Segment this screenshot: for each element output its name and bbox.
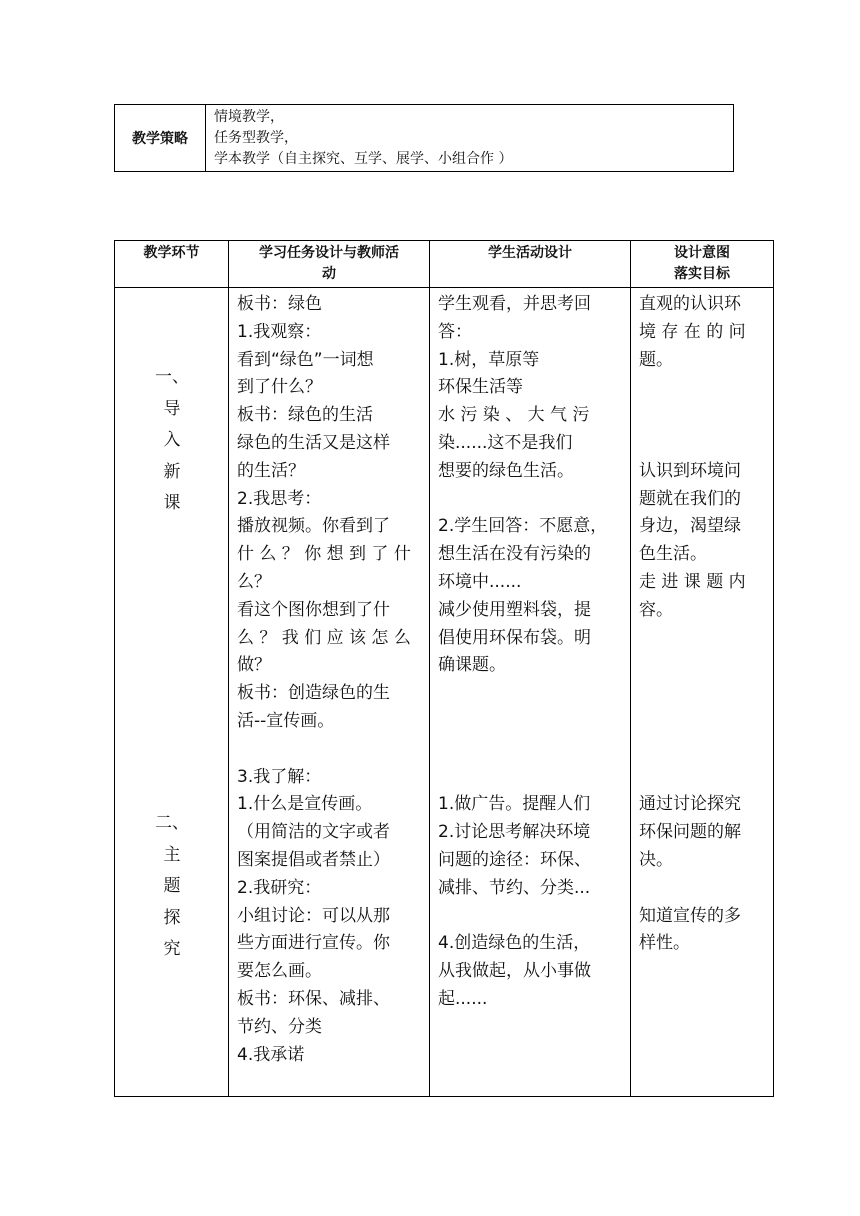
student-line xyxy=(438,486,607,514)
intent-line xyxy=(639,736,746,764)
intent-line: 决。 xyxy=(639,849,673,870)
intent-line xyxy=(639,625,746,653)
teacher-line: 3.我了解： xyxy=(237,766,322,787)
intent-line xyxy=(639,708,746,736)
stage-char: 二、 xyxy=(155,813,189,833)
header-task xyxy=(229,241,429,287)
student-line: 水 污 染 、 大 气 污 xyxy=(438,405,590,426)
column-divider xyxy=(630,241,631,1096)
student-line: 问题的途径：环保、 xyxy=(438,849,591,870)
strategy-line: 学本教学（自主探究、互学、展学、小组合作 ） xyxy=(214,151,513,167)
header-intent xyxy=(631,241,773,287)
intent-line xyxy=(639,430,746,458)
intent-line xyxy=(639,402,746,430)
teacher-line: 4.我承诺 xyxy=(237,1044,305,1065)
teacher-line: 做？ xyxy=(237,655,271,676)
student-line: 减少使用塑料袋，提 xyxy=(438,599,591,620)
teacher-line: 板书：绿色的生活 xyxy=(237,405,373,426)
column-divider xyxy=(429,241,430,1096)
strategy-line: 任务型教学， xyxy=(214,130,298,146)
strategy-content xyxy=(206,105,733,171)
teacher-line xyxy=(237,736,411,764)
strategy-label: 教学策略 xyxy=(115,105,206,171)
teacher-line: 板书：绿色 xyxy=(237,294,322,314)
student-line xyxy=(438,903,607,931)
intent-line xyxy=(639,680,746,708)
stage-char: 新 xyxy=(163,461,181,482)
header-stage-text: 教学环节 xyxy=(143,245,200,261)
student-line: 环境中...... xyxy=(438,571,522,592)
stage-char: 究 xyxy=(163,939,181,959)
header-intent-line: 设计意图 xyxy=(674,245,730,261)
student-activity-column xyxy=(438,291,607,1014)
student-line xyxy=(438,736,607,764)
teacher-line: 到了什么？ xyxy=(237,377,322,398)
header-task-line: 学习任务设计与教师活 xyxy=(259,245,399,261)
teacher-line: 么 ？ 我 们 应 该 怎 么 xyxy=(237,627,411,648)
teacher-line: 看到“绿色”一词想 xyxy=(237,349,374,370)
teacher-line: 要怎么画。 xyxy=(237,961,322,982)
teacher-line: 1.我观察： xyxy=(237,321,322,342)
intent-line: 环保问题的解 xyxy=(639,822,741,843)
intent-line xyxy=(639,652,746,680)
stage-explore xyxy=(115,808,229,966)
teacher-line: 的生活？ xyxy=(237,460,305,481)
student-line: 从我做起，从小事做 xyxy=(438,961,591,982)
teacher-activity-column xyxy=(237,291,411,1069)
teacher-line: 2.我研究： xyxy=(237,877,322,898)
teacher-line: 板书：创造绿色的生 xyxy=(237,683,390,704)
intent-line: 题就在我们的 xyxy=(639,488,741,509)
intent-line: 走 进 课 题 内 xyxy=(639,571,746,592)
header-intent-line: 落实目标 xyxy=(674,266,730,282)
header-student xyxy=(430,241,630,287)
teacher-line: 2.我思考： xyxy=(237,488,322,509)
intent-line: 直观的认识环 xyxy=(639,294,741,314)
design-intent-column xyxy=(639,291,746,958)
intent-line: 认识到环境问 xyxy=(639,460,741,481)
student-line: 倡使用环保布袋。明 xyxy=(438,627,591,648)
student-line: 4.创造绿色的生活， xyxy=(438,933,591,954)
intent-line: 题。 xyxy=(639,349,673,370)
intent-line xyxy=(639,374,746,402)
student-line: 2.学生回答：不愿意， xyxy=(438,516,608,537)
student-line: 学生观看，并思考回 xyxy=(438,294,591,314)
student-line xyxy=(438,680,607,708)
lesson-table xyxy=(114,240,774,1097)
intent-line xyxy=(639,875,746,903)
teacher-line: 些方面进行宣传。你 xyxy=(237,933,390,954)
teacher-line: 什 么 ？ 你 想 到 了 什 xyxy=(237,544,411,565)
stage-char: 题 xyxy=(163,876,181,896)
stage-char: 探 xyxy=(163,907,181,928)
teacher-line: 看这个图你想到了什 xyxy=(237,599,390,620)
student-line: 1.树，草原等 xyxy=(438,349,540,370)
student-line: 1.做广告。提醒人们 xyxy=(438,794,591,815)
student-line: 环保生活等 xyxy=(438,377,523,398)
intent-line: 色生活。 xyxy=(639,544,707,565)
stage-char: 一、 xyxy=(155,367,189,387)
stage-char: 导 xyxy=(163,398,181,419)
intent-line xyxy=(639,764,746,792)
student-line: 减排、节约、分类... xyxy=(438,877,591,898)
intent-line: 容。 xyxy=(639,599,673,620)
stage-char: 课 xyxy=(163,493,181,513)
teacher-line: 1.什么是宣传画。 xyxy=(237,794,373,815)
student-line: 起...... xyxy=(438,988,488,1009)
header-stage xyxy=(115,241,228,287)
stage-char: 入 xyxy=(163,430,181,450)
student-line: 想要的绿色生活。 xyxy=(438,460,574,481)
teacher-line: 活--宣传画。 xyxy=(237,710,335,731)
teacher-line: 小组讨论：可以从那 xyxy=(237,905,390,926)
intent-line: 知道宣传的多 xyxy=(639,905,741,926)
student-line xyxy=(438,764,607,792)
student-line: 想生活在没有污染的 xyxy=(438,544,591,565)
teacher-line: （用简洁的文字或者 xyxy=(237,822,390,843)
teacher-line: 板书：环保、减排、 xyxy=(237,988,390,1009)
student-line xyxy=(438,708,607,736)
teacher-line: 么？ xyxy=(237,571,271,592)
stage-intro xyxy=(115,362,229,520)
student-line: 2.讨论思考解决环境 xyxy=(438,822,591,843)
intent-line: 境 存 在 的 问 xyxy=(639,321,746,342)
student-line: 确课题。 xyxy=(438,655,506,676)
teacher-line: 播放视频。你看到了 xyxy=(237,516,390,537)
student-line: 答： xyxy=(438,321,472,342)
stage-char: 主 xyxy=(163,844,181,865)
student-line: 染......这不是我们 xyxy=(438,432,573,453)
strategy-table xyxy=(114,104,734,172)
intent-line: 身边，渴望绿 xyxy=(639,516,741,537)
header-task-line: 动 xyxy=(322,266,336,282)
teacher-line: 节约、分类 xyxy=(237,1016,322,1037)
intent-line: 样性。 xyxy=(639,933,690,954)
teacher-line: 图案提倡或者禁止） xyxy=(237,849,390,870)
strategy-line: 情境教学， xyxy=(214,109,284,125)
header-student-text: 学生活动设计 xyxy=(488,245,572,261)
teacher-line: 绿色的生活又是这样 xyxy=(237,432,390,453)
intent-line: 通过讨论探究 xyxy=(639,794,741,815)
